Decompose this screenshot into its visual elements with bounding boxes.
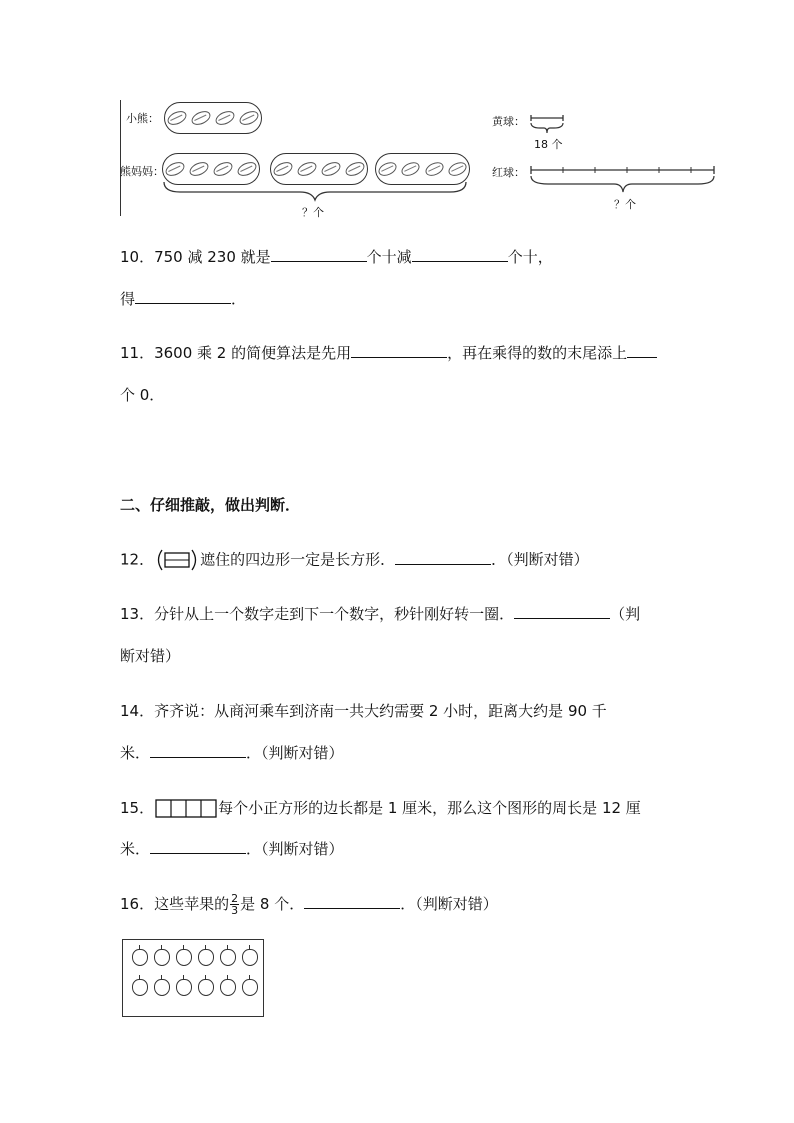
answer-blank[interactable] xyxy=(351,342,447,358)
apple-icon xyxy=(198,979,214,996)
answer-blank[interactable] xyxy=(627,342,657,358)
apple-row xyxy=(129,949,263,979)
apple-row xyxy=(129,979,263,1009)
apple-icon xyxy=(176,949,192,966)
apple-box xyxy=(122,939,264,1017)
covered-quadrilateral-icon xyxy=(154,548,200,572)
answer-blank[interactable] xyxy=(514,603,610,619)
fraction-two-thirds: $\frac{2}{3}$ xyxy=(231,892,239,917)
question-13-number: 13． xyxy=(120,605,155,623)
answer-blank[interactable] xyxy=(304,893,400,909)
answer-blank[interactable] xyxy=(150,742,246,758)
question-16-number: 16． xyxy=(120,895,155,913)
question-14-line-1: 14．齐齐说：从商河乘车到济南一共大约需要 2 小时，距离大约是 90 千 xyxy=(120,702,607,720)
apple-icon xyxy=(242,979,258,996)
question-15-number: 15． xyxy=(120,799,155,817)
yellow-bar xyxy=(528,112,568,136)
question-16-line: 16．这些苹果的 $\frac{2}{3}$ 是 8 个． ．（判断对错） xyxy=(120,892,498,917)
mom-brace xyxy=(160,180,470,202)
apple-icon xyxy=(154,949,170,966)
question-13-line-1: 13．分针从上一个数字走到下一个数字，秒针刚好转一圈． （判 xyxy=(120,605,641,623)
question-11-line-2: 个 0． xyxy=(120,386,165,404)
red-label: 红球： xyxy=(492,166,525,179)
answer-blank[interactable] xyxy=(150,838,246,854)
yellow-count: 18 个 xyxy=(534,138,563,151)
yellow-label: 黄球： xyxy=(492,115,525,128)
apple-icon xyxy=(220,979,236,996)
question-11-number: 11． xyxy=(120,344,155,362)
question-10-line-1: 10．750 减 230 就是 个十减 个十， xyxy=(120,248,553,266)
question-10-number: 10． xyxy=(120,248,155,266)
apple-icon xyxy=(132,979,148,996)
apple-icon xyxy=(154,979,170,996)
figure-left-border xyxy=(120,100,121,216)
question-14-number: 14． xyxy=(120,702,155,720)
apple-icon xyxy=(176,979,192,996)
section-2-title: 二、仔细推敲，做出判断． xyxy=(120,496,301,514)
question-12-number: 12． xyxy=(120,550,155,569)
four-squares-icon xyxy=(154,798,218,820)
apple-icon xyxy=(198,949,214,966)
bear-leaf-group xyxy=(164,102,262,134)
apple-icon xyxy=(242,949,258,966)
mom-label: 熊妈妈： xyxy=(120,165,164,178)
question-14-line-2: 米． ．（判断对错） xyxy=(120,744,344,762)
question-11-line-1: 11．3600 乘 2 的简便算法是先用 ，再在乘得的数的末尾添上 xyxy=(120,342,657,364)
question-15-line-1: 15． 每个小正方形的边长都是 1 厘米，那么这个图形的周长是 12 厘 xyxy=(120,797,641,820)
red-bar xyxy=(528,164,718,198)
apple-icon xyxy=(132,949,148,966)
question-12-line: 12． 遮住的四边形一定是长方形． ．（判断对错） xyxy=(120,548,589,572)
question-10-line-2: 得 ． xyxy=(120,290,247,308)
answer-blank[interactable] xyxy=(412,246,508,262)
apple-icon xyxy=(220,949,236,966)
bear-label: 小熊： xyxy=(126,112,159,125)
answer-blank[interactable] xyxy=(395,549,491,565)
question-15-line-2: 米． ．（判断对错） xyxy=(120,840,344,858)
question-13-line-2: 断对错） xyxy=(120,647,181,665)
answer-blank[interactable] xyxy=(135,288,231,304)
answer-blank[interactable] xyxy=(271,246,367,262)
red-question: ？个 xyxy=(614,198,636,211)
mom-question: ？个 xyxy=(302,206,324,219)
